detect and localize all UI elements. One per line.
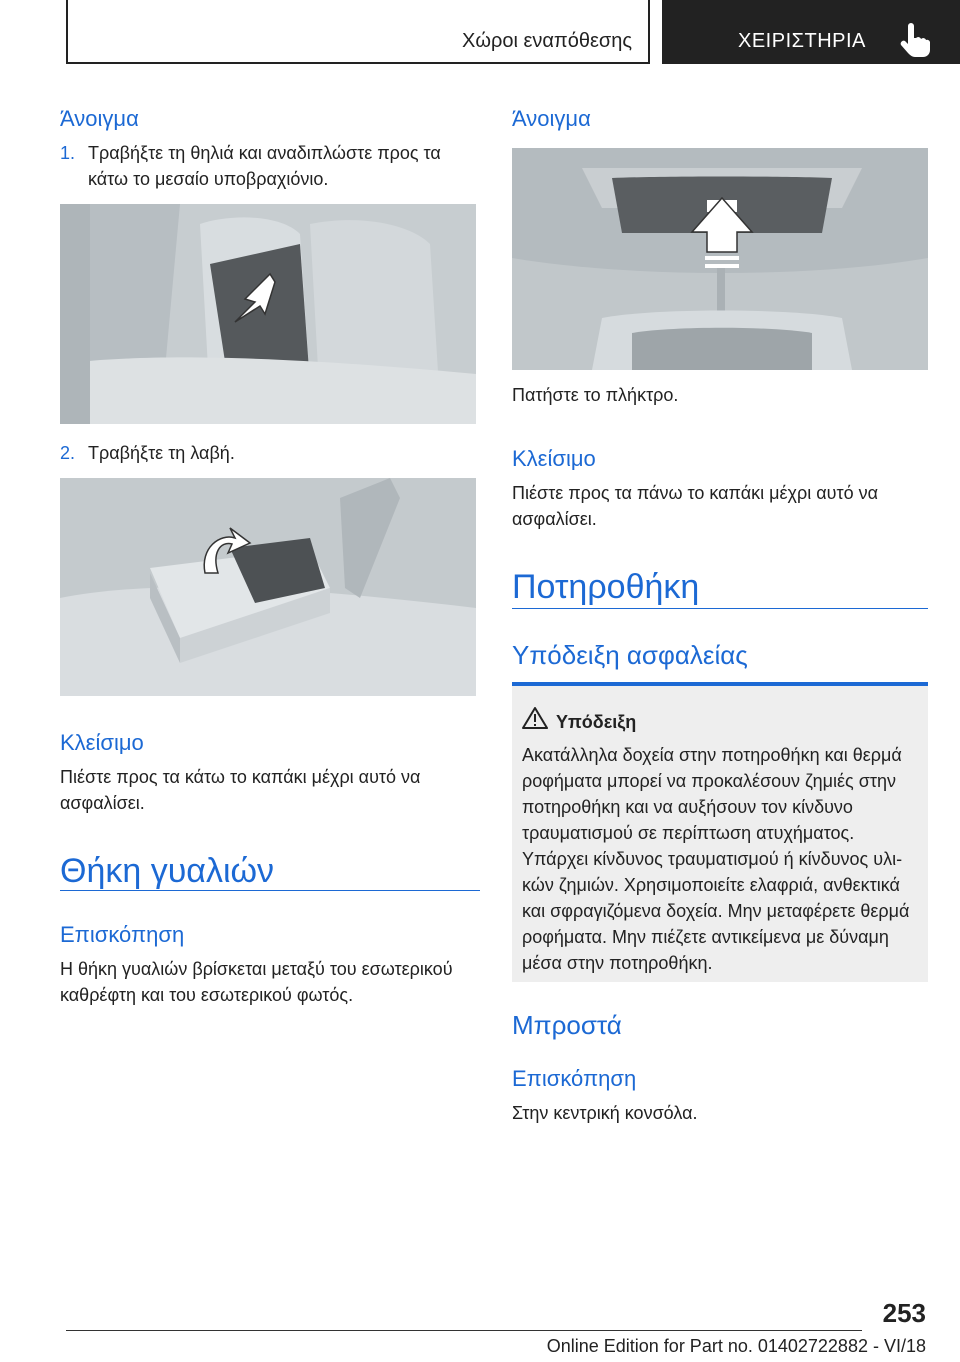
glasses-heading-rule [60, 890, 480, 891]
left-closing-heading: Κλείσιμο [60, 730, 144, 755]
warning-title: Υπόδειξη [556, 712, 637, 732]
warning-box [512, 682, 928, 982]
footer-rule [66, 1330, 862, 1331]
cupholder-heading-rule [512, 608, 928, 609]
warning-text: Ακατάλληλα δοχεία στην ποτηροθήκη και θερμά ροφήματα μπορεί να προκαλέσουν ζημιές στην ποτηροθήκη και να αυξήσουν τον κίνδυνο τραυματισμού σε περίπτωση ατυχήματος. Υπάρχει κίνδυνος τραυματισμού ή κίνδυνος υλικών ζημιών. Χρησιμοποιείτε ελαφριά, ανθεκτικά και σφραγιζόμενα δοχεία. Μην μεταφέρετε θερμά ροφήματα. Μην πιέζετε αντικείμενα με δύναμη μέσα στην ποτηροθήκη. [522, 745, 910, 973]
armrest-handle-photo [60, 478, 476, 696]
front-heading: Μπροστά [512, 1010, 622, 1040]
right-opening-heading: Άνοιγμα [512, 106, 591, 131]
press-button-text: Πατήστε το πλήκτρο. [512, 385, 679, 405]
step-2-number: 2. [60, 443, 76, 463]
left-closing-text: Πιέστε προς τα κάτω το καπάκι μέχρι αυτό να ασφαλίσει. [60, 767, 421, 813]
left-overview-heading: Επισκόπηση [60, 922, 185, 947]
cupholder-heading: Ποτηροθήκη [512, 568, 700, 606]
safety-note-heading: Υπόδειξη ασφαλείας [512, 640, 748, 670]
pointing-hand-icon [898, 22, 932, 58]
step-1 [60, 140, 480, 192]
left-overview-text: Η θήκη γυαλιών βρίσκεται μεταξύ του εσωτερικού καθρέφτη και του εσωτερικού φωτός. [60, 959, 453, 1005]
right-closing-text: Πιέστε προς τα πάνω το καπάκι μέχρι αυτό να ασφαλίσει. [512, 483, 878, 529]
step-2-text: Τραβήξτε τη λαβή. [88, 443, 235, 463]
front-overview-heading: Επισκόπηση [512, 1066, 637, 1091]
footer-edition-text: Online Edition for Part no. 01402722882 - VI/18 [546, 1336, 926, 1356]
step-1-number: 1. [60, 143, 76, 163]
header-chapter-box [662, 0, 960, 64]
page-number: 253 [882, 1298, 926, 1328]
header-section-title: Χώροι εναπόθεσης [462, 30, 632, 52]
glasses-case-heading: Θήκη γυαλιών [60, 852, 275, 890]
step-1-text: Τραβήξτε τη θηλιά και αναδιπλώστε προς τα κάτω το μεσαίο υποβραχιόνιο. [88, 143, 441, 189]
front-overview-text: Στην κεντρική κονσόλα. [512, 1103, 698, 1123]
header-chapter-title: ΧΕΙΡΙΣΤΗΡΙΑ [738, 30, 866, 52]
step-2 [60, 440, 480, 466]
rear-seat-armrest-photo [60, 204, 476, 424]
left-opening-heading: Άνοιγμα [60, 106, 139, 131]
header-section-box [66, 0, 650, 64]
overhead-glasses-case-photo [512, 148, 928, 370]
warning-triangle-icon [522, 706, 548, 730]
right-closing-heading: Κλείσιμο [512, 446, 596, 471]
